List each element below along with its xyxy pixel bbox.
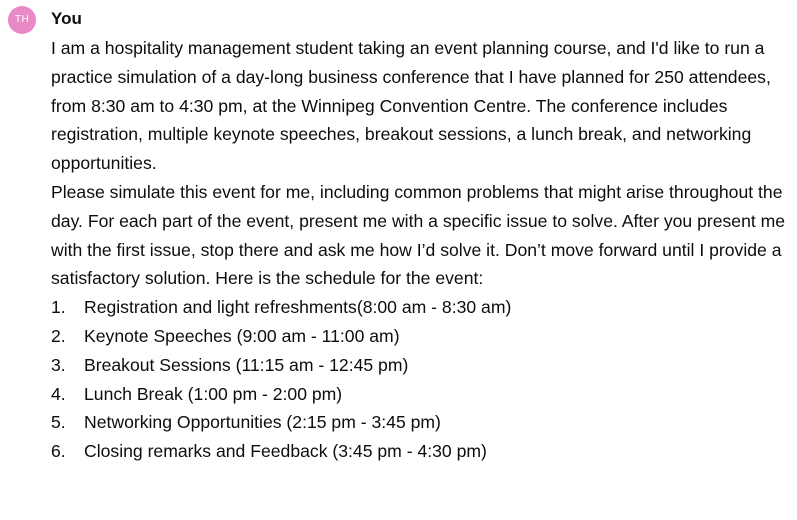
schedule-item-text: Networking Opportunities (2:15 pm - 3:45 pm) <box>84 412 441 433</box>
schedule-item-number: 4. <box>51 383 66 404</box>
schedule-item-number: 2. <box>51 325 66 346</box>
schedule-item <box>51 380 789 409</box>
schedule-item-text: Breakout Sessions (11:15 am - 12:45 pm) <box>84 354 409 375</box>
message-content <box>51 34 789 466</box>
schedule-item-number: 3. <box>51 354 66 375</box>
message-author: You <box>51 9 82 28</box>
schedule-item <box>51 351 789 380</box>
schedule-item <box>51 293 789 322</box>
schedule-item <box>51 437 789 466</box>
schedule-list <box>51 293 789 466</box>
schedule-item <box>51 408 789 437</box>
schedule-item-number: 5. <box>51 412 66 433</box>
user-avatar: TH <box>8 6 36 34</box>
schedule-item-text: Keynote Speeches (9:00 am - 11:00 am) <box>84 325 400 346</box>
message-paragraph-1: I am a hospitality management student taking an event planning course, and I'd like to run a practice simulation of a day-long business conference that I have planned for 250 attendees, from 8:30 am to 4:30 pm, at the Winnipeg Convention Centre. The conference includes registration, multiple keynote speeches, breakout sessions, a lunch break, and networking opportunities. <box>51 38 771 174</box>
schedule-item-number: 1. <box>51 297 66 318</box>
schedule-item <box>51 322 789 351</box>
schedule-item-text: Lunch Break (1:00 pm - 2:00 pm) <box>84 383 343 404</box>
schedule-item-number: 6. <box>51 441 66 462</box>
message-paragraph-2: Please simulate this event for me, including common problems that might arise throughout the day. For each part of the event, present me with a specific issue to solve. After you present me with the first issue, stop there and ask me how I’d solve it. Don’t move forward until I provide a satisfactory solution. Here is the schedule for the event: <box>51 181 786 289</box>
schedule-item-text: Registration and light refreshments(8:00 am - 8:30 am) <box>84 297 512 318</box>
schedule-item-text: Closing remarks and Feedback (3:45 pm - 4:30 pm) <box>84 441 487 462</box>
